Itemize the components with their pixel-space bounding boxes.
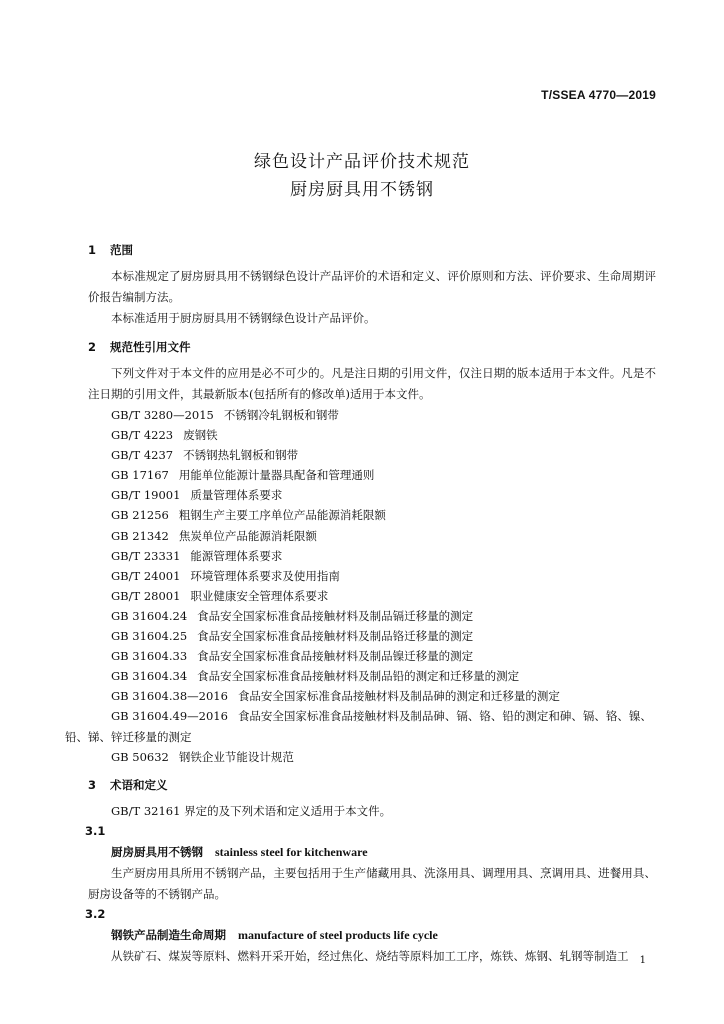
reference-title: 食品安全国家标准食品接触材料及制品砷的测定和迁移量的测定 (237, 689, 560, 704)
reference-title: 焦炭单位产品能源消耗限额 (178, 528, 317, 543)
reference-code: GB 31604.49—2016 (111, 709, 228, 724)
reference-code: GB 21342 (111, 528, 169, 543)
document-title: 绿色设计产品评价技术规范 (254, 152, 470, 172)
reference-title: 食品安全国家标准食品接触材料及制品铅的测定和迁移量的测定 (197, 669, 520, 684)
section-title: 规范性引用文件 (110, 340, 191, 354)
term-title-en: stainless steel for kitchenware (215, 844, 368, 859)
reference-code: GB/T 24001 (111, 568, 181, 583)
term-title-zh: 钢铁产品制造生命周期 (111, 927, 226, 942)
section-title: 范围 (110, 243, 133, 257)
reference-code: GB 31604.24 (111, 608, 188, 623)
section-heading-normative-references (88, 337, 656, 357)
term-title (88, 924, 656, 946)
reference-code: GB/T 4223 (111, 428, 174, 443)
reference-title-continued: 铅、锑、锌迁移量的测定 (65, 729, 192, 744)
reference-code: GB 17167 (111, 468, 169, 483)
term-title (88, 841, 656, 863)
reference-code: GB/T 28001 (111, 588, 181, 603)
reference-title: 粗钢生产主要工序单位产品能源消耗限额 (178, 508, 386, 523)
reference-code: GB 31604.25 (111, 629, 188, 644)
term-number: 3.1 (85, 823, 106, 838)
reference-title: 不锈钢热轧钢板和钢带 (183, 448, 299, 463)
document-subtitle: 厨房厨具用不锈钢 (290, 180, 434, 200)
reference-title: 钢铁企业节能设计规范 (178, 749, 294, 764)
reference-title: 废钢铁 (183, 428, 218, 443)
reference-item (88, 747, 656, 767)
reference-item (88, 526, 656, 546)
term-definition: 生产厨房用具所用不锈钢产品，主要包括用于生产储藏用具、洗涤用具、调理用具、烹调用具、进餐用具、厨房设备等的不锈钢产品。 (88, 865, 656, 901)
reference-item (88, 586, 656, 606)
reference-item (88, 566, 656, 586)
reference-title: 质量管理体系要求 (190, 488, 283, 503)
document-body (65, 240, 656, 967)
reference-item (88, 606, 656, 626)
page-number: 1 (639, 955, 646, 966)
reference-title: 食品安全国家标准食品接触材料及制品铬迁移量的测定 (197, 629, 474, 644)
section-number: 2 (88, 340, 97, 354)
reference-code: GB/T 23331 (111, 548, 181, 563)
section-title: 术语和定义 (110, 777, 168, 792)
term-title-en: manufacture of steel products life cycle (238, 927, 438, 942)
reference-item (88, 706, 656, 726)
reference-item (88, 465, 656, 485)
reference-item (88, 546, 656, 566)
reference-code: GB 50632 (111, 749, 169, 764)
standard-number: T/SSEA 4770—2019 (541, 88, 656, 102)
reference-code: GB/T 4237 (111, 448, 174, 463)
term-definition: 从铁矿石、煤炭等原料、燃料开采开始，经过焦化、烧结等原料加工工序，炼铁、炼钢、轧钢等制造工 (111, 948, 629, 963)
reference-title: 食品安全国家标准食品接触材料及制品砷、镉、铬、铅的测定和砷、镉、铬、镍、 (237, 709, 652, 724)
reference-code: GB/T 19001 (111, 488, 181, 503)
term-number: 3.2 (85, 906, 106, 921)
reference-item (88, 646, 656, 666)
reference-title: 用能单位能源计量器具配备和管理通则 (178, 468, 375, 483)
section-heading-terms (88, 775, 656, 795)
term-title-zh: 厨房厨具用不锈钢 (111, 844, 203, 859)
reference-item (88, 445, 656, 465)
paragraph: 下列文件对于本文件的应用是必不可少的。凡是注日期的引用文件，仅注日期的版本适用于本文件。凡是不注日期的引用文件，其最新版本(包括所有的修改单)适用于本文件。 (88, 366, 656, 401)
reference-title: 食品安全国家标准食品接触材料及制品镍迁移量的测定 (197, 649, 474, 664)
reference-item (88, 505, 656, 525)
paragraph: GB/T 32161 界定的及下列术语和定义适用于本文件。 (111, 803, 392, 818)
reference-title: 能源管理体系要求 (190, 548, 283, 563)
reference-code: GB/T 3280—2015 (111, 408, 214, 422)
reference-item (88, 686, 656, 706)
reference-code: GB 31604.33 (111, 649, 188, 664)
section-number: 3 (88, 777, 97, 792)
reference-item (88, 485, 656, 505)
reference-title: 环境管理体系要求及使用指南 (190, 568, 340, 583)
reference-title: 食品安全国家标准食品接触材料及制品镉迁移量的测定 (197, 608, 474, 623)
reference-item (88, 666, 656, 686)
reference-code: GB 21256 (111, 508, 169, 523)
reference-title: 职业健康安全管理体系要求 (190, 588, 329, 603)
paragraph: 本标准适用于厨房厨具用不锈钢绿色设计产品评价。 (111, 311, 376, 325)
section-heading-scope (88, 240, 656, 260)
reference-item (88, 425, 656, 445)
reference-code: GB 31604.34 (111, 669, 188, 684)
reference-code: GB 31604.38—2016 (111, 689, 228, 704)
section-number: 1 (88, 243, 97, 257)
reference-item (88, 626, 656, 646)
reference-item (88, 405, 656, 425)
reference-title: 不锈钢冷轧钢板和钢带 (223, 408, 339, 422)
paragraph: 本标准规定了厨房厨具用不锈钢绿色设计产品评价的术语和定义、评价原则和方法、评价要求、生命周期评价报告编制方法。 (88, 269, 656, 304)
